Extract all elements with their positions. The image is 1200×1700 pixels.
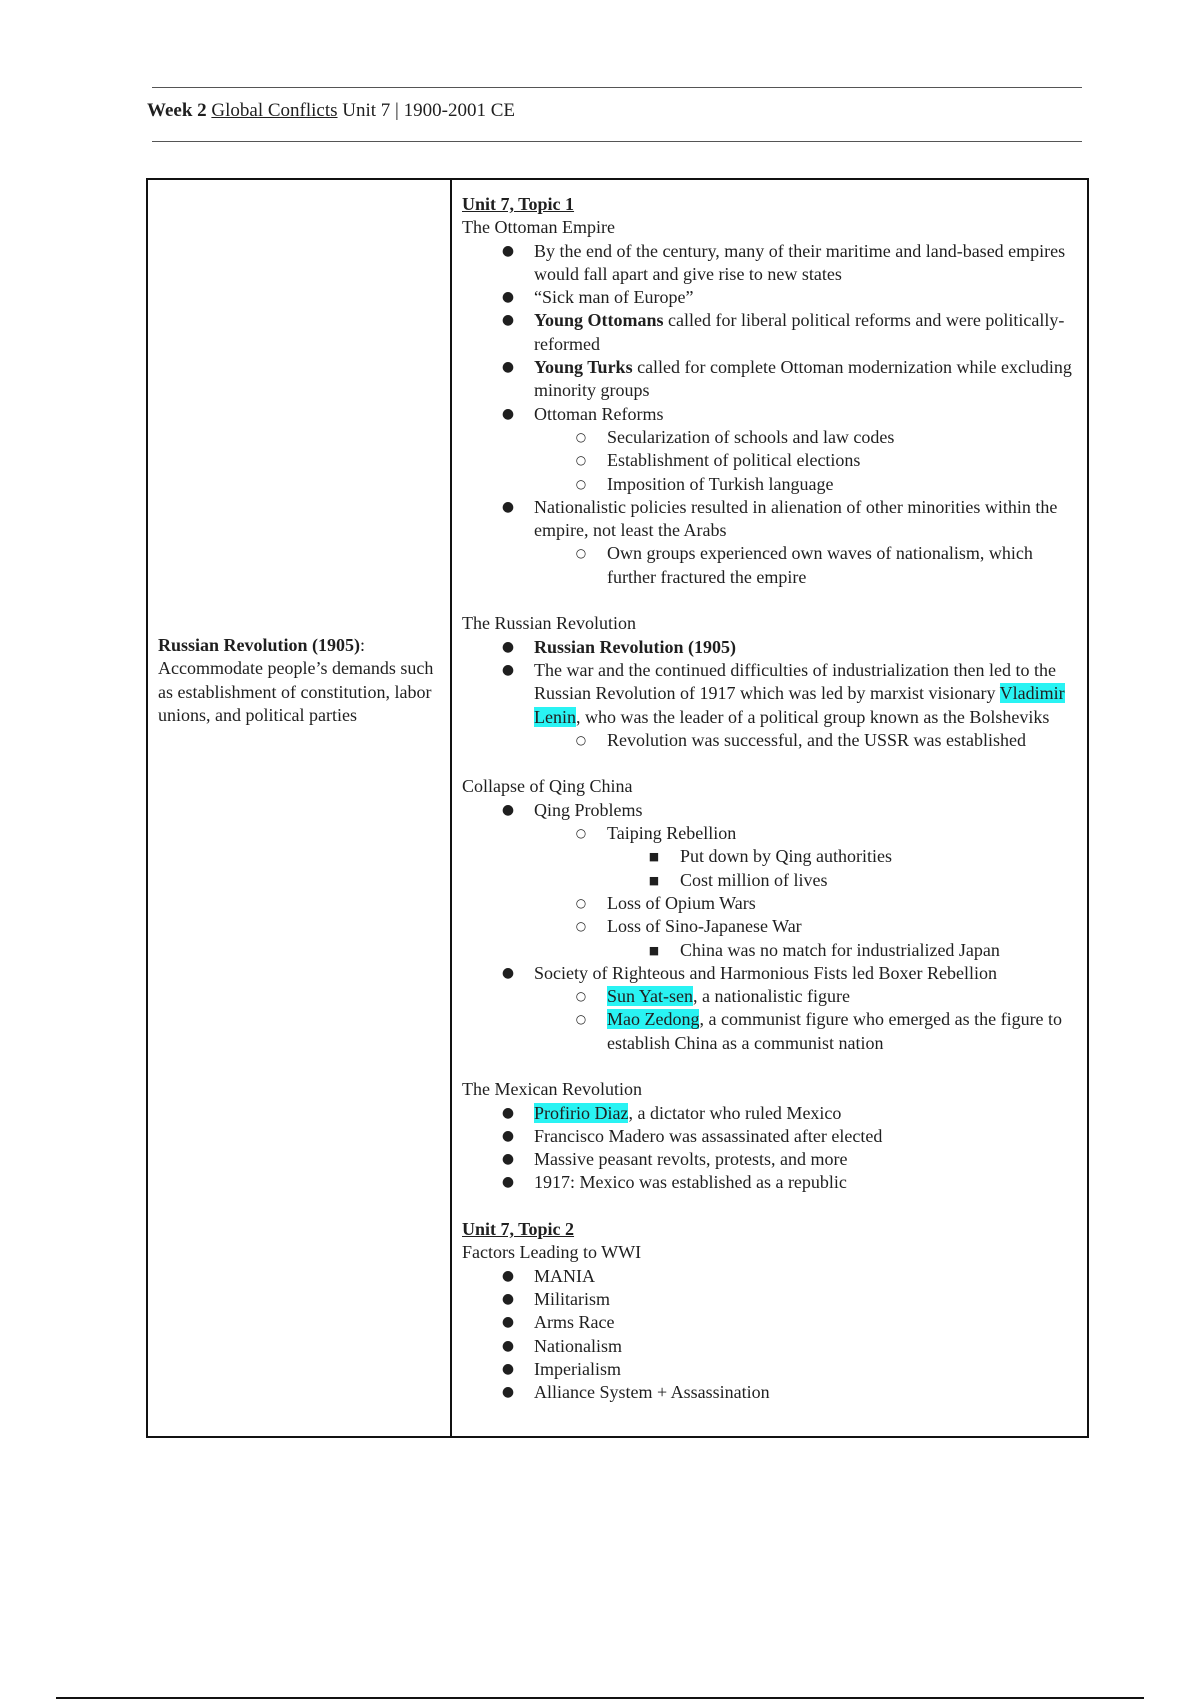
bullet-icon: ● [501,1314,515,1331]
list-item [462,636,1079,659]
square-bullet-icon: ■ [648,873,660,887]
list-item [462,892,1079,915]
ottoman-list-cont [462,496,1079,543]
list-item [462,286,1079,309]
header-course: Global Conflicts [211,100,338,121]
list-item-text: Imperialism [534,1358,621,1379]
bullet-icon: ● [501,1360,515,1377]
circle-bullet-icon: ○ [575,732,587,747]
bullet-icon: ● [501,1104,515,1121]
notes-column [452,180,1087,1436]
list-item [462,985,1079,1008]
circle-bullet-icon: ○ [575,989,587,1004]
bullet-icon: ● [501,1174,515,1191]
bullet-icon: ● [501,964,515,981]
list-item [462,1171,1079,1194]
cue-title: Russian Revolution (1905) [158,635,361,655]
bullet-icon: ● [501,1290,515,1307]
list-item [462,869,1079,892]
list-item-text: Loss of Opium Wars [607,892,756,913]
bullet-icon: ● [501,289,515,306]
list-item-text: Revolution was successful, and the USSR was established [607,729,1026,750]
list-item [462,1381,1079,1404]
list-item-text: Imposition of Turkish language [607,473,834,494]
circle-bullet-icon: ○ [575,476,587,491]
qing-problems-list [462,822,1079,845]
list-item-text: Society of Righteous and Harmonious Fists led Boxer Rebellion [534,962,997,983]
qing-problems-list-cont [462,892,1079,939]
list-item-text: Qing Problems [534,799,643,820]
sino-japanese-list [462,939,1079,962]
russian-list [462,636,1079,729]
list-item [462,729,1079,752]
list-item-text: Own groups experienced own waves of nationalism, which further fractured the empire [607,543,1033,587]
list-item [462,403,1079,426]
cue-column [148,180,452,1436]
list-item [462,659,1079,729]
bullet-icon: ● [501,1127,515,1144]
footer-rule [56,1697,1144,1699]
list-item [462,356,1079,403]
bullet-icon: ● [501,1151,515,1168]
bullet-icon: ● [501,359,515,376]
list-item-text: Secularization of schools and law codes [607,426,895,447]
circle-bullet-icon: ○ [575,1012,587,1027]
list-item-text: Nationalism [534,1335,622,1356]
section-title-wwi: Factors Leading to WWI [462,1242,642,1263]
topic-1-heading: Unit 7, Topic 1 [462,194,575,214]
highlighted-name: Mao Zedong [607,1009,700,1030]
section-title-ottoman: The Ottoman Empire [462,217,615,238]
square-bullet-icon: ■ [648,850,660,864]
bullet-icon: ● [501,242,515,259]
list-item [462,1265,1079,1288]
list-item [462,1008,1079,1055]
list-item-text: Arms Race [534,1312,615,1333]
list-item [462,822,1079,845]
section-title-mexican: The Mexican Revolution [462,1079,642,1100]
list-item-text: MANIA [534,1265,595,1286]
list-item-text: , a dictator who ruled Mexico [628,1102,842,1123]
list-item-text: Militarism [534,1288,610,1309]
list-item [462,1125,1079,1148]
list-item [462,915,1079,938]
list-item-text: called for liberal political reforms and were politically-reformed [534,310,1065,354]
list-item-text: Taiping Rebellion [607,823,737,844]
circle-bullet-icon: ○ [575,429,587,444]
list-item-text: Ottoman Reforms [534,403,664,424]
ottoman-list [462,240,1079,426]
cue-colon: : [360,635,366,655]
list-item [462,309,1079,356]
bullet-icon: ● [501,405,515,422]
highlighted-name: Sun Yat-sen [607,986,694,1007]
list-item [462,1102,1079,1125]
ottoman-sublist [462,542,1079,589]
list-item-text: Cost million of lives [680,869,828,890]
list-item [462,962,1079,985]
list-item [462,799,1079,822]
section-title-russian: The Russian Revolution [462,613,636,634]
ottoman-reforms-list [462,426,1079,496]
boxer-list [462,985,1079,1055]
list-item [462,542,1079,589]
list-item-text: , a nationalistic figure [693,986,850,1007]
qing-list [462,799,1079,822]
list-item-text: By the end of the century, many of their maritime and land-based empires would fall apart and give rise to new states [534,240,1066,284]
header-bottom-rule [152,141,1082,142]
circle-bullet-icon: ○ [575,826,587,841]
list-item-text: , a communist figure who emerged as the figure to establish China as a communist nation [607,1009,1063,1053]
mexican-list [462,1102,1079,1195]
list-item-text: “Sick man of Europe” [534,287,694,308]
topic-2-heading: Unit 7, Topic 2 [462,1219,575,1240]
circle-bullet-icon: ○ [575,546,587,561]
bullet-icon: ● [501,1337,515,1354]
page-header [147,99,515,123]
bullet-icon: ● [501,498,515,515]
section-title-qing: Collapse of Qing China [462,776,633,797]
wwi-factors-list [462,1265,1079,1405]
list-item-text: called for complete Ottoman modernization while excluding minority groups [534,357,1072,401]
list-item-text: Nationalistic policies resulted in alienation of other minorities within the empire, not least the Arabs [534,496,1058,541]
list-item [462,496,1079,543]
list-item-text: Establishment of political elections [607,450,861,471]
list-item [462,1335,1079,1358]
list-item [462,426,1079,449]
circle-bullet-icon: ○ [575,453,587,468]
list-item-text: Put down by Qing authorities [680,846,892,867]
bold-term: Young Ottomans [534,310,664,331]
header-top-rule [152,87,1082,88]
list-item [462,939,1079,962]
list-item-text: 1917: Mexico was established as a republic [534,1172,847,1193]
list-item-text: , who was the leader of a political group known as the Bolsheviks [576,706,1050,727]
list-item [462,1311,1079,1334]
list-item-text: China was no match for industrialized Japan [680,939,1000,960]
bullet-icon: ● [501,801,515,818]
cornell-notes-table [146,178,1089,1438]
bold-term: Young Turks [534,357,633,378]
list-item [462,449,1079,472]
russian-sublist [462,729,1079,752]
list-item [462,240,1079,287]
qing-list-cont [462,962,1079,985]
list-item-text: Loss of Sino-Japanese War [607,916,802,937]
list-item [462,1288,1079,1311]
bullet-icon: ● [501,638,515,655]
list-item [462,1358,1079,1381]
bullet-icon: ● [501,1384,515,1401]
highlighted-name: Profirio Diaz [534,1102,629,1123]
bullet-icon: ● [501,1267,515,1284]
list-item [462,1148,1079,1171]
list-item-text: Alliance System + Assassination [534,1382,770,1403]
bold-term: Russian Revolution (1905) [534,636,737,657]
bullet-icon: ● [501,312,515,329]
circle-bullet-icon: ○ [575,895,587,910]
list-item [462,473,1079,496]
square-bullet-icon: ■ [648,943,660,957]
circle-bullet-icon: ○ [575,919,587,934]
list-item-text: Massive peasant revolts, protests, and more [534,1149,848,1170]
bullet-icon: ● [501,661,515,678]
list-item-text: Francisco Madero was assassinated after elected [534,1125,883,1146]
taiping-list [462,845,1079,892]
list-item-text: The war and the continued difficulties of industrialization then led to the Russian Revolution of 1917 which was led by marxist visionary [534,659,1057,704]
header-unit: Unit 7 | 1900-2001 CE [342,100,515,121]
highlighted-name: Vladimir Lenin [534,683,1065,727]
cue-text: Accommodate people’s demands such as establishment of constitution, labor unions, and political parties [158,658,434,725]
list-item [462,845,1079,868]
header-week: Week 2 [147,100,207,121]
